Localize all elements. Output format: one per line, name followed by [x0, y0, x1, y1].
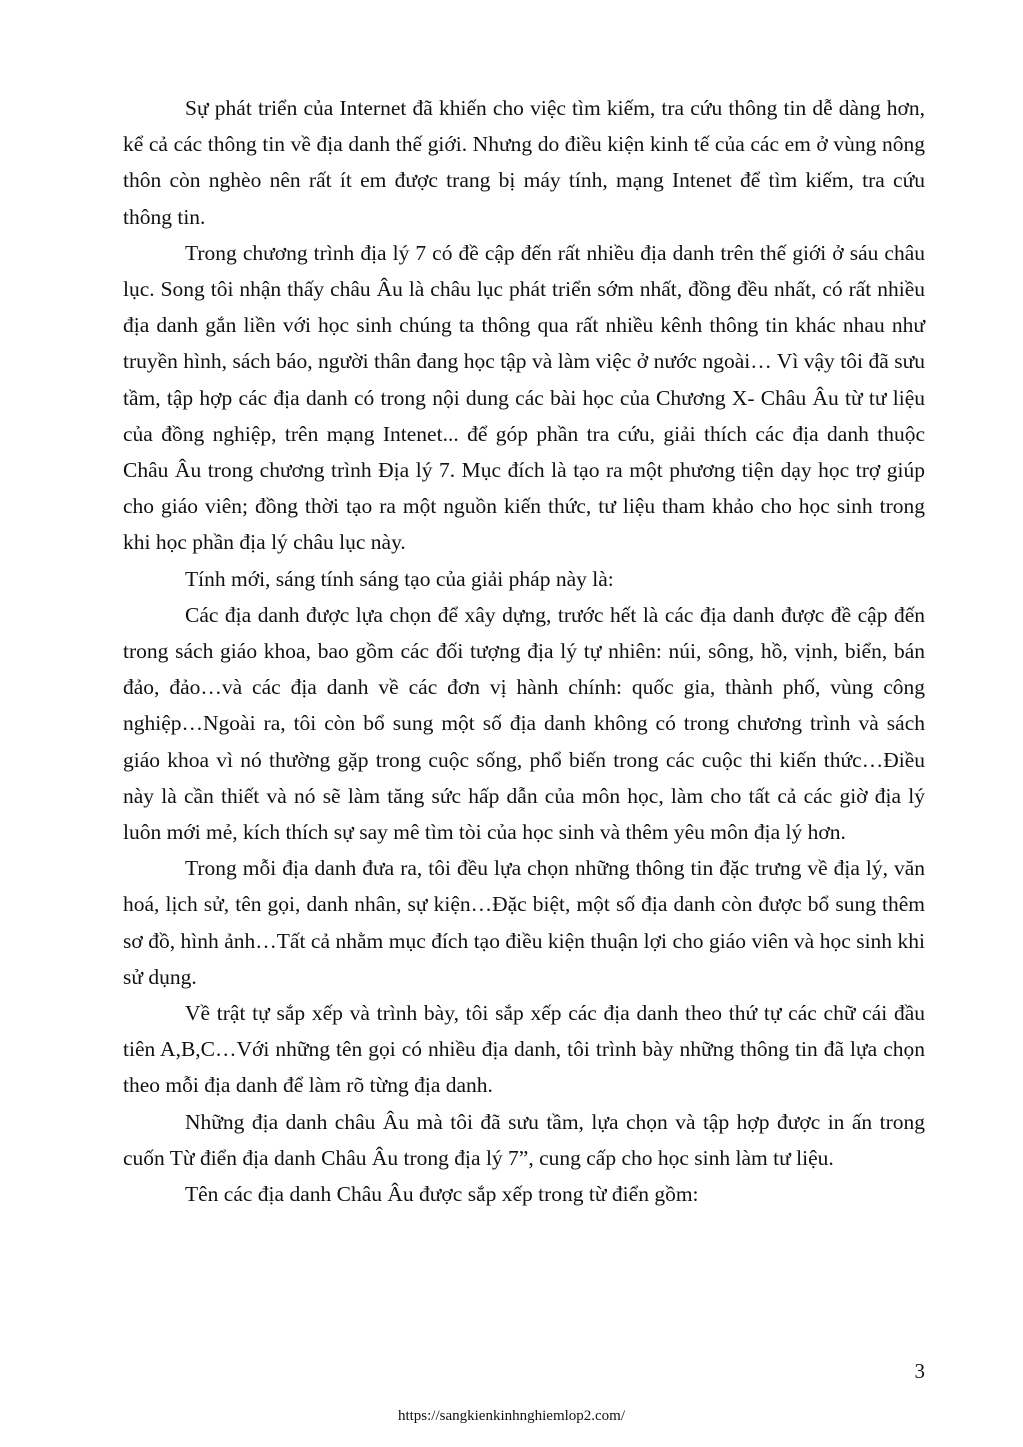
document-body	[123, 90, 925, 1212]
paragraph-novelty-heading: Tính mới, sáng tính sáng tạo của giải pháp này là:	[185, 566, 614, 591]
paragraph-place-selection: Các địa danh được lựa chọn để xây dựng, trước hết là các địa danh được đề cập đến trong sách giáo khoa, bao gồm các đối tượng địa lý tự nhiên: núi, sông, hồ, vịnh, biển, bán đảo, đảo…và các địa danh về các đơn vị hành chính: quốc gia, thành phố, vùng công nghiệp…Ngoài ra, tôi còn bổ sung một số địa danh không có trong chương trình và sách giáo khoa vì nó thường gặp trong cuộc sống, phổ biến trong các cuộc thi kiến thức…Điều này là cần thiết và nó sẽ làm tăng sức hấp dẫn của môn học, làm cho tất cả các giờ địa lý luôn mới mẻ, kích thích sự say mê tìm tòi của học sinh và thêm yêu môn địa lý hơn.	[123, 602, 925, 845]
paragraph-information: Trong mỗi địa danh đưa ra, tôi đều lựa chọn những thông tin đặc trưng về địa lý, văn hoá, lịch sử, tên gọi, danh nhân, sự kiện…Đặc biệt, một số địa danh còn được bổ sung thêm sơ đồ, hình ảnh…Tất cả nhằm mục đích tạo điều kiện thuận lợi cho giáo viên và học sinh khi sử dụng.	[123, 856, 925, 989]
paragraph-list-intro: Tên các địa danh Châu Âu được sắp xếp trong từ điển gồm:	[185, 1182, 699, 1207]
page-number: 3	[914, 1359, 925, 1383]
paragraph-program: Trong chương trình địa lý 7 có đề cập đến rất nhiều địa danh trên thế giới ở sáu châu lục. Song tôi nhận thấy châu Âu là châu lục phát triển sớm nhất, đồng đều nhất, có rất nhiều địa danh gắn liền với học sinh chúng ta thông qua rất nhiều kênh thông tin khác nhau như truyền hình, sách báo, người thân đang học tập và làm việc ở nước ngoài… Vì vậy tôi đã sưu tầm, tập hợp các địa danh có trong nội dung các bài học của Chương X- Châu Âu từ tư liệu của đồng nghiệp, trên mạng Intenet... để góp phần tra cứu, giải thích các địa danh thuộc Châu Âu trong chương trình Địa lý 7. Mục đích là tạo ra một phương tiện dạy học trợ giúp cho giáo viên; đồng thời tạo ra một nguồn kiến thức, tư liệu tham khảo cho học sinh trong khi học phần địa lý châu lục này.	[123, 240, 925, 555]
paragraph-dictionary: Những địa danh châu Âu mà tôi đã sưu tầm, lựa chọn và tập hợp được in ấn trong cuốn Từ điển địa danh Châu Âu trong địa lý 7”, cung cấp cho học sinh làm tư liệu.	[123, 1109, 925, 1170]
paragraph-internet: Sự phát triển của Internet đã khiến cho việc tìm kiếm, tra cứu thông tin dễ dàng hơn, kể cả các thông tin về địa danh thế giới. Nhưng do điều kiện kinh tế của các em ở vùng nông thôn còn nghèo nên rất ít em được trang bị máy tính, mạng Intenet để tìm kiếm, tra cứu thông tin.	[123, 96, 925, 229]
footer-url[interactable]: https://sangkienkinhnghiemlop2.com/	[397, 1408, 626, 1424]
paragraph-ordering: Về trật tự sắp xếp và trình bày, tôi sắp xếp các địa danh theo thứ tự các chữ cái đầu tiên A,B,C…Với những tên gọi có nhiều địa danh, tôi trình bày những thông tin đã lựa chọn theo mỗi địa danh để làm rõ từng địa danh.	[123, 1001, 925, 1098]
